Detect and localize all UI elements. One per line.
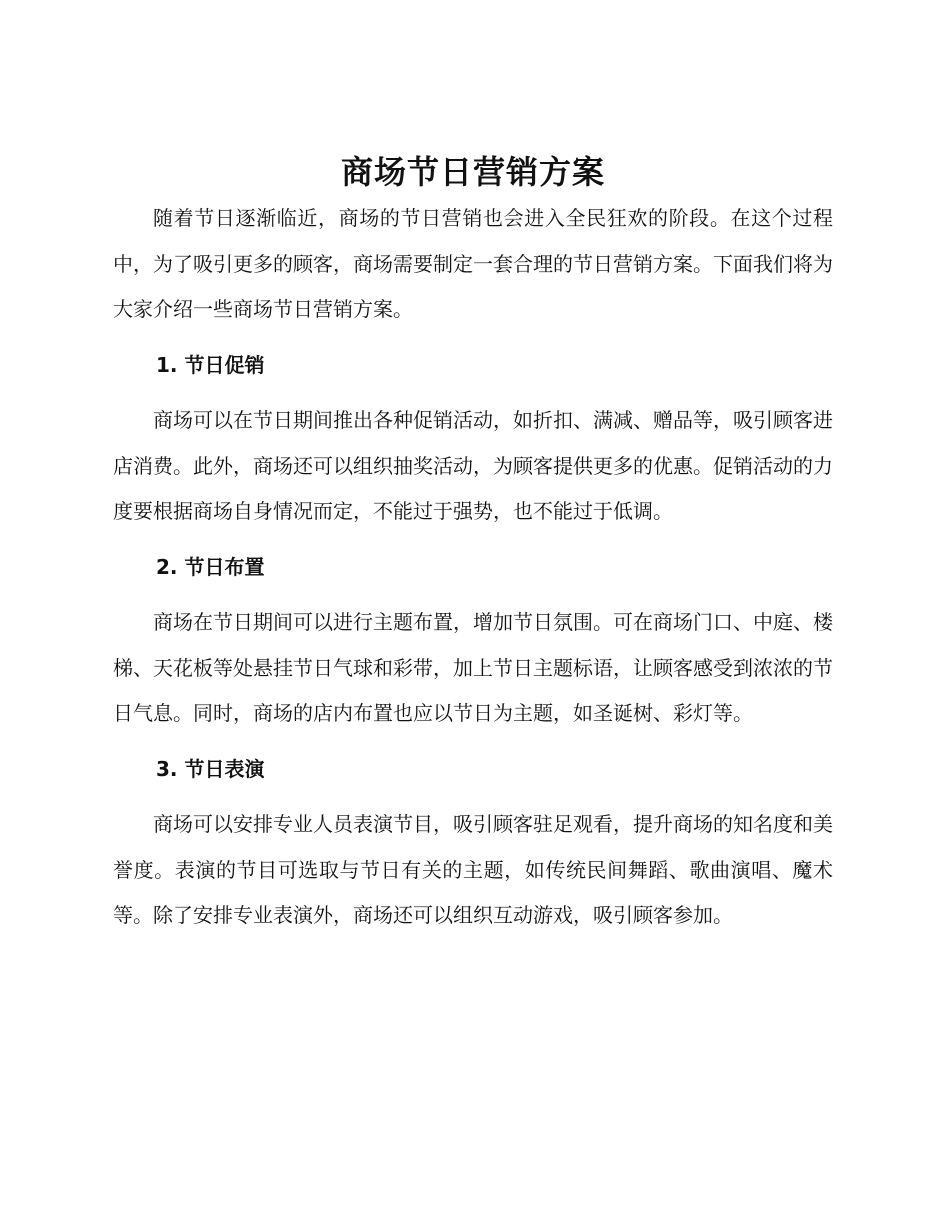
intro-paragraph: 随着节日逐渐临近，商场的节日营销也会进入全民狂欢的阶段。在这个过程中，为了吸引更多的顾客，商场需要制定一套合理的节日营销方案。下面我们将为大家介绍一些商场节日营销方案。 [113, 206, 833, 321]
section-body-performance: 商场可以安排专业人员表演节目，吸引顾客驻足观看，提升商场的知名度和美誉度。表演的节目可选取与节日有关的主题，如传统民间舞蹈、歌曲演唱、魔术等。除了安排专业表演外，商场还可以组织互动游戏，吸引顾客参加。 [113, 812, 833, 927]
section-body-promotion: 商场可以在节日期间推出各种促销活动，如折扣、满减、赠品等，吸引顾客进店消费。此外，商场还可以组织抽奖活动，为顾客提供更多的优惠。促销活动的力度要根据商场自身情况而定，不能过于强势，也不能过于低调。 [113, 408, 833, 523]
section-body-decoration: 商场在节日期间可以进行主题布置，增加节日氛围。可在商场门口、中庭、楼梯、天花板等处悬挂节日气球和彩带，加上节日主题标语，让顾客感受到浓浓的节日气息。同时，商场的店内布置也应以节日为主题，如圣诞树、彩灯等。 [113, 610, 833, 725]
section-heading-promotion: 1. 节日促销 [156, 352, 265, 377]
document-content [113, 148, 833, 939]
section-heading-decoration: 2. 节日布置 [156, 554, 265, 579]
section-heading-performance: 3. 节日表演 [156, 756, 265, 781]
document-title: 商场节日营销方案 [340, 153, 605, 191]
